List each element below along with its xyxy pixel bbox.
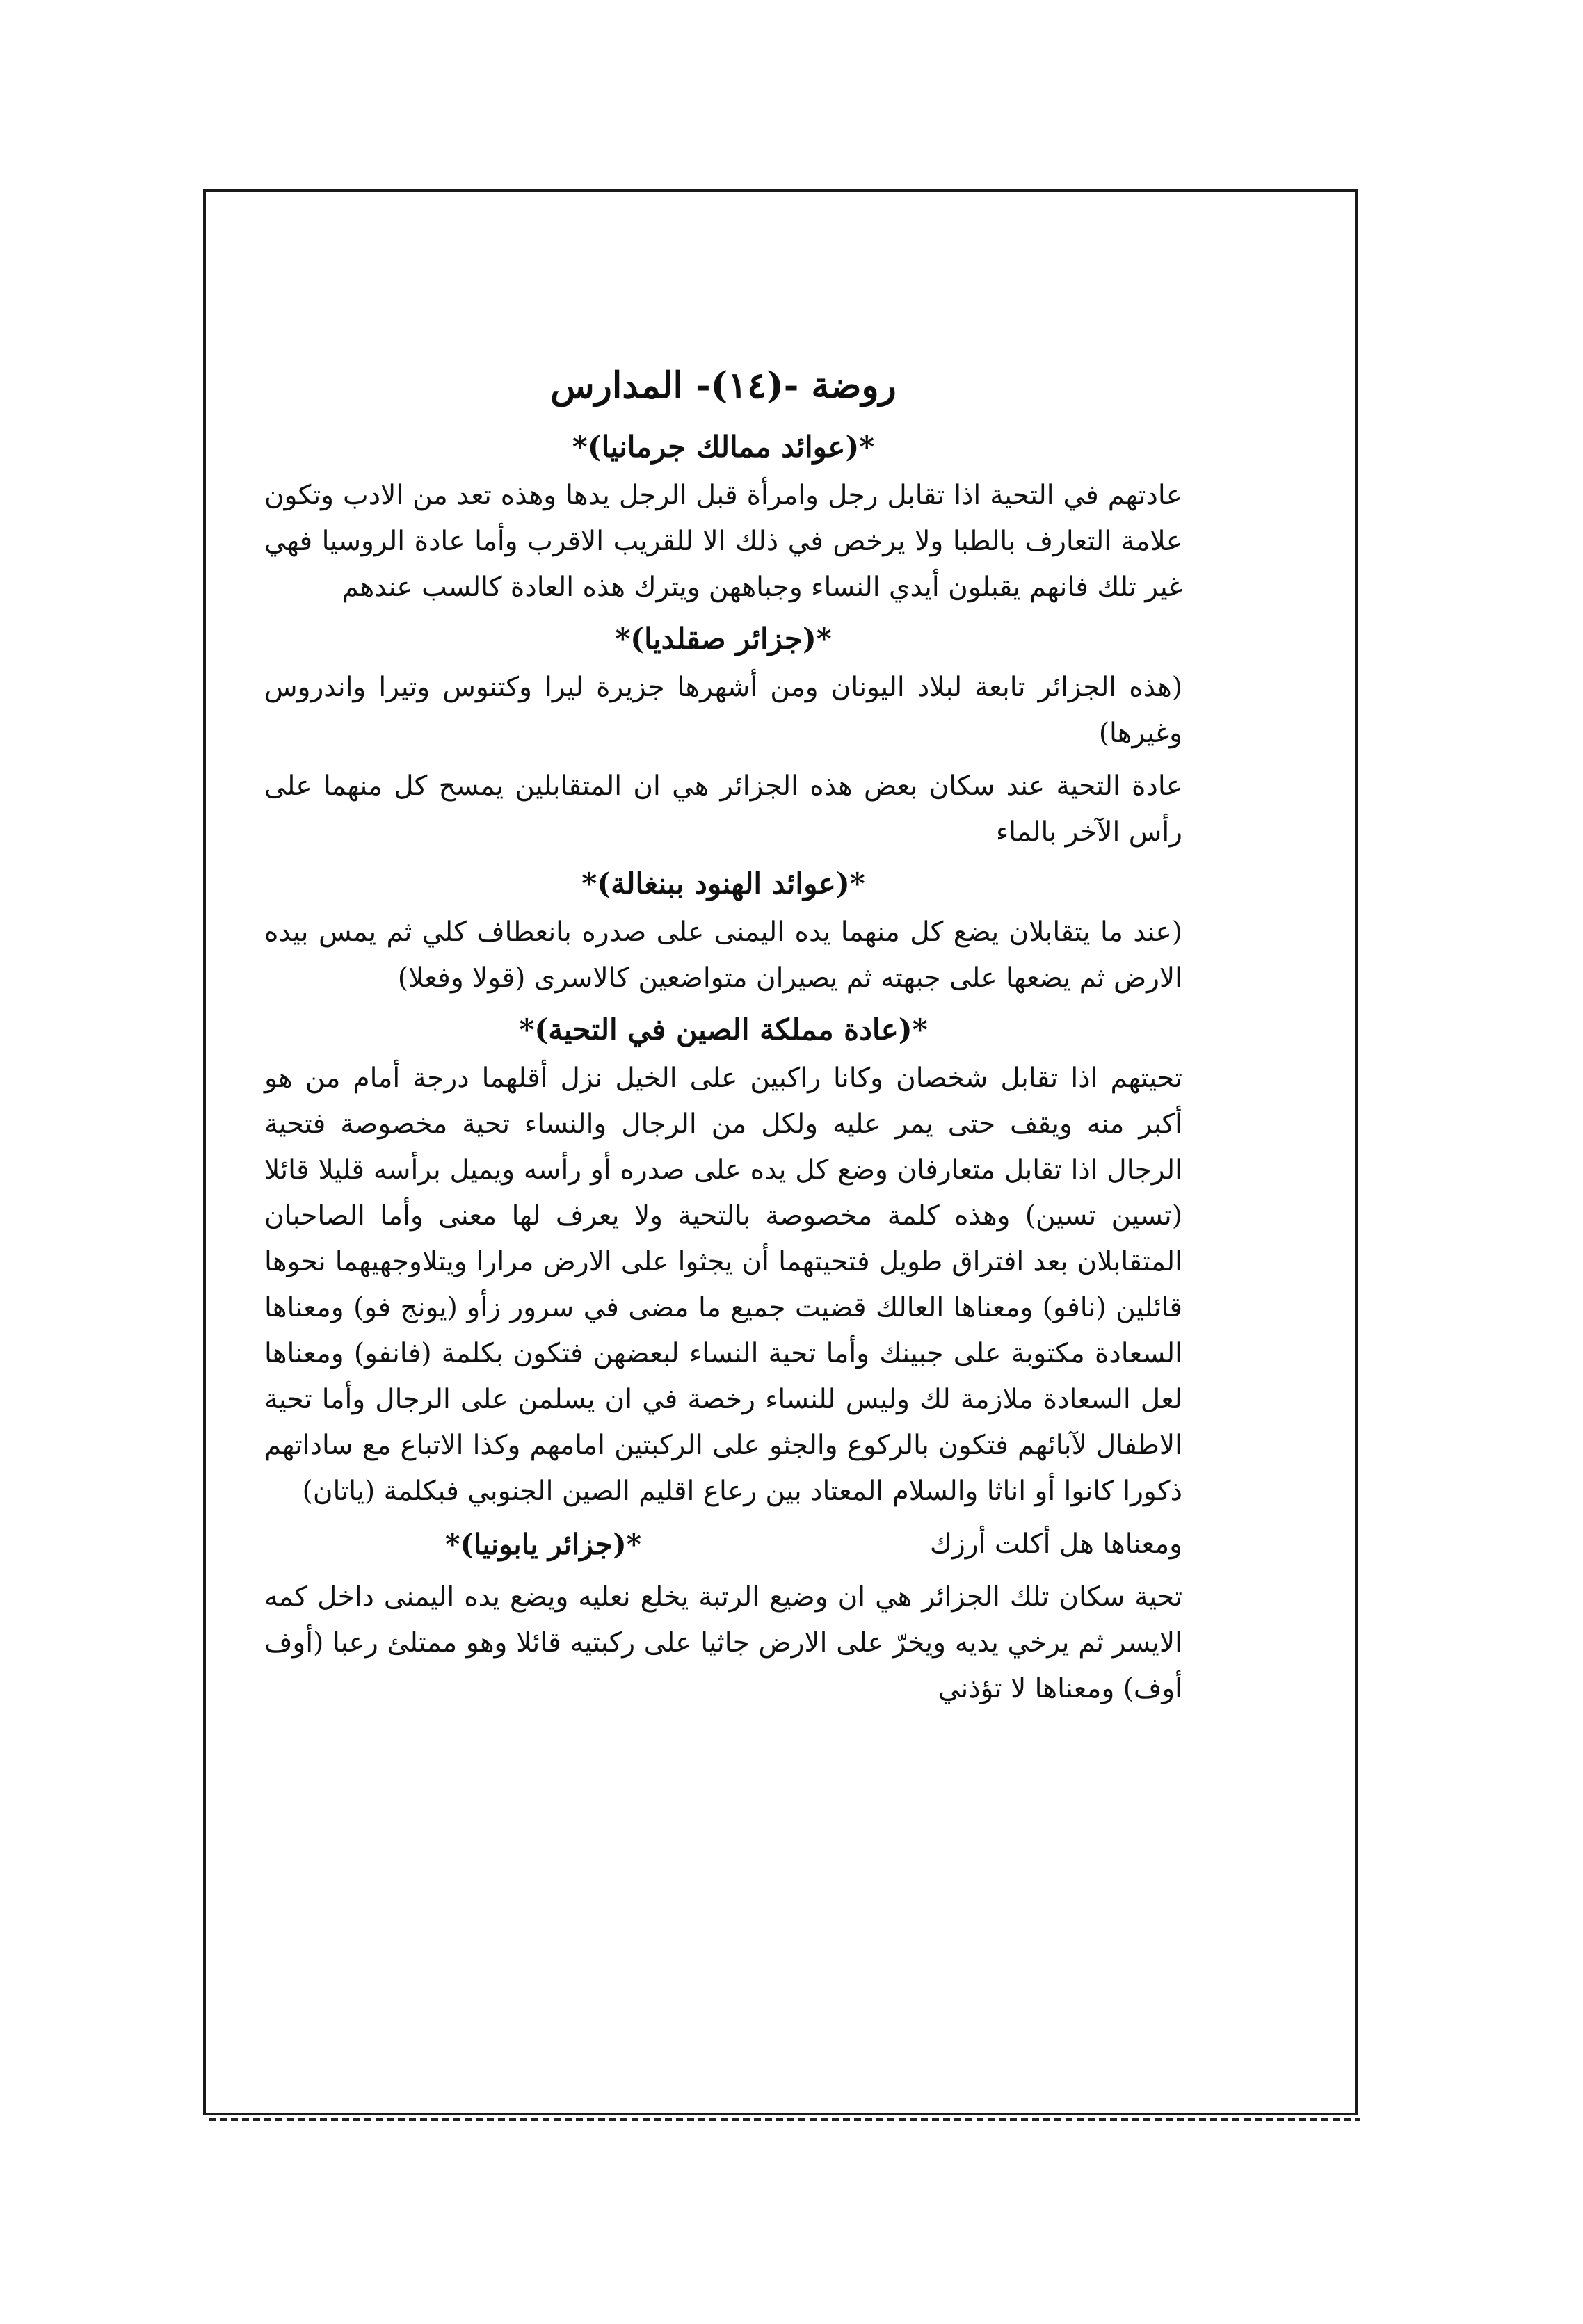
section-heading-japan: *(جزائر يابونيا)* (445, 1528, 642, 1561)
page-header: روضة -(١٤)- المدارس (550, 364, 897, 407)
paragraph: (عند ما يتقابلان يضع كل منهما يده اليمنى على صدره بانعطاف كلي ثم يمس بيده الارض ثم يضعها على جبهته ثم يصيران متواضعين كالاسرى (قولا وفعلا) (264, 917, 1182, 994)
section-heading: *(عوائد ممالك جرمانيا)* (572, 430, 875, 464)
section-cyclades (264, 618, 1182, 855)
section-heading: *(عوائد الهنود ببنغالة)* (581, 866, 865, 901)
section-bengal (264, 862, 1182, 1001)
section-china (264, 1008, 1182, 1567)
section-heading: *(عادة مملكة الصين في التحية)* (519, 1012, 928, 1047)
paragraph: تحيتهم اذا تقابل شخصان وكانا راكبين على الخيل نزل أقلهما درجة أمام من هو أكبر منه ويقف حتى يمر عليه ولكل من الرجال والنساء تحية مخصوصة فتحية الرجال اذا تقابل متعارفان وضع كل يده على صدره أو رأسه ويميل برأسه قليلا قائلا (تسين تسين) وهذه كلمة مخصوصة بالتحية ولا يعرف لها معنى وأما الصاحبان المتقابلان بعد افتراق طويل فتحيتهما أن يجثوا على الارض مرارا ويتلاوجهيهما نحوها قائلين (نافو) ومعناها العالك قضيت جميع ما مضى في سرور زأو (يونج فو) ومعناها السعادة مكتوبة على جبينك وأما تحية النساء لبعضهن فتكون بكلمة (فانفو) ومعناها لعل السعادة ملازمة لك وليس للنساء رخصة في ان يسلمن على الرجال وأما تحية الاطفال لآبائهم فتكون بالركوع والجثو على الركبتين امامهم وكذا الاتباع مع ساداتهم ذكورا كانوا أو اناثا والسلام المعتاد بين رعاع اقليم الصين الجنوبي فبكلمة (ياتان) (264, 1063, 1182, 1507)
section-heading: *(جزائر صقلديا)* (615, 622, 832, 656)
page-content (264, 362, 1182, 1719)
closing-line-with-heading (264, 1522, 1182, 1567)
closing-line: ومعناها هل أكلت أرزك (929, 1528, 1182, 1560)
section-germania (264, 426, 1182, 611)
section-japan (264, 1574, 1182, 1712)
paragraph: عادتهم في التحية اذا تقابل رجل وامرأة قبل الرجل يدها وهذه تعد من الادب وتكون علامة التعارف بالطبا ولا يرخص في ذلك الا للقريب الاقرب وأما عادة الروسيا فهي غير تلك فانهم يقبلون أيدي النساء وجباههن ويترك هذه العادة كالسب عندهم (264, 480, 1182, 603)
paragraph: (هذه الجزائر تابعة لبلاد اليونان ومن أشهرها جزيرة ليرا وكتنوس وتيرا واندروس وغيرها) (264, 672, 1182, 749)
paragraph: عادة التحية عند سكان بعض هذه الجزائر هي ان المتقابلين يمسح كل منهما على رأس الآخر بالماء (264, 770, 1182, 848)
paragraph: تحية سكان تلك الجزائر هي ان وضيع الرتبة يخلع نعليه ويضع يده اليمنى داخل كمه الايسر ثم يرخي يديه ويخرّ على الارض جاثيا على ركبتيه قائلا وهو ممتلئ رعبا (أوف أوف) ومعناها لا تؤذني (264, 1581, 1182, 1704)
